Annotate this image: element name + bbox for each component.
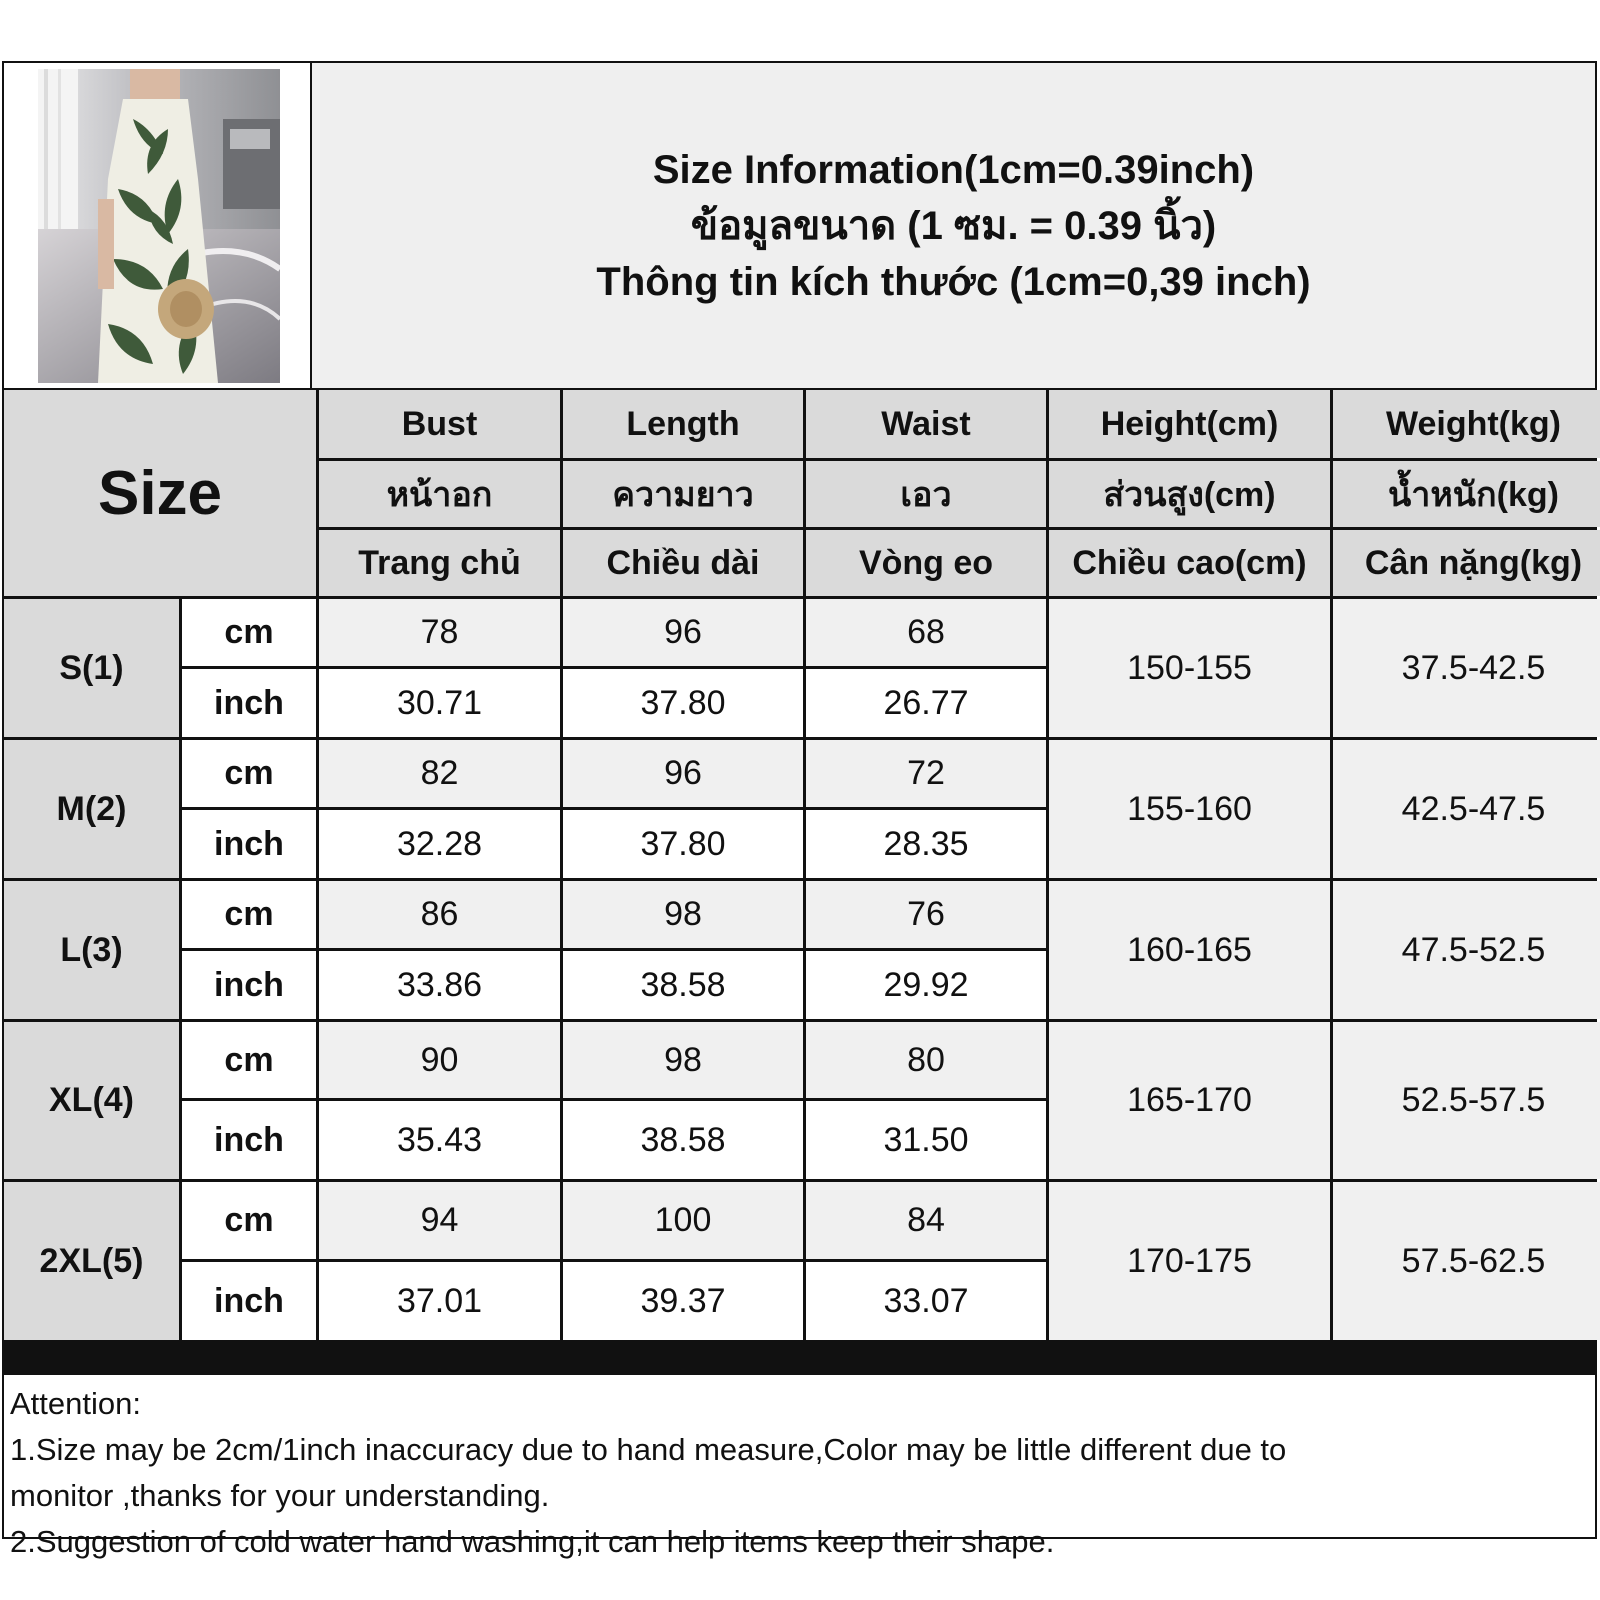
table-cell: 39.37: [563, 1262, 803, 1340]
weight-cell: 37.5-42.5: [1333, 599, 1600, 737]
table-cell: 37.80: [563, 810, 803, 878]
header-bust-en: Bust: [319, 390, 560, 458]
size-label-2xl: 2XL(5): [4, 1182, 179, 1340]
unit-label: cm: [182, 1182, 316, 1259]
table-cell: 33.86: [319, 951, 560, 1019]
unit-label: inch: [182, 1262, 316, 1340]
table-cell: 98: [563, 1022, 803, 1098]
weight-cell: 42.5-47.5: [1333, 740, 1600, 878]
table-cell: 98: [563, 881, 803, 948]
unit-label: inch: [182, 810, 316, 878]
header-weight-en: Weight(kg): [1333, 390, 1600, 458]
size-label-xl: XL(4): [4, 1022, 179, 1179]
height-cell: 155-160: [1049, 740, 1330, 878]
table-cell: 78: [319, 599, 560, 666]
note-line: 1.Size may be 2cm/1inch inaccuracy due to hand measure,Color may be little different due to: [10, 1432, 1287, 1467]
table-cell: 32.28: [319, 810, 560, 878]
size-header: Size: [4, 390, 316, 596]
unit-label: inch: [182, 669, 316, 737]
attention-notes: [4, 1373, 1595, 1559]
header-bust-th: หน้าอก: [319, 461, 560, 527]
table-cell: 68: [806, 599, 1046, 666]
table-cell: 90: [319, 1022, 560, 1098]
header-waist-vi: Vòng eo: [806, 530, 1046, 596]
notes-heading: Attention:: [10, 1386, 141, 1421]
header-bust-vi: Trang chủ: [319, 530, 560, 596]
table-cell: 94: [319, 1182, 560, 1259]
table-cell: 26.77: [806, 669, 1046, 737]
unit-label: inch: [182, 951, 316, 1019]
table-cell: 29.92: [806, 951, 1046, 1019]
table-cell: 28.35: [806, 810, 1046, 878]
height-cell: 150-155: [1049, 599, 1330, 737]
table-cell: 30.71: [319, 669, 560, 737]
size-table: [4, 388, 1595, 1373]
table-cell: 37.01: [319, 1262, 560, 1340]
title-line-en: Size Information(1cm=0.39inch): [652, 147, 1255, 192]
header-weight-th: น้ำหนัก(kg): [1333, 461, 1600, 527]
header-waist-th: เอว: [806, 461, 1046, 527]
unit-label: cm: [182, 740, 316, 807]
table-cell: 96: [563, 740, 803, 807]
table-cell: 35.43: [319, 1101, 560, 1179]
note-line: 2.Suggestion of cold water hand washing,it can help items keep their shape.: [10, 1524, 1055, 1559]
header-waist-en: Waist: [806, 390, 1046, 458]
header-length-en: Length: [563, 390, 803, 458]
table-cell: 82: [319, 740, 560, 807]
height-cell: 170-175: [1049, 1182, 1330, 1340]
table-cell: 38.58: [563, 1101, 803, 1179]
table-cell: 84: [806, 1182, 1046, 1259]
product-photo-cell: [4, 63, 312, 388]
unit-label: cm: [182, 881, 316, 948]
table-cell: 86: [319, 881, 560, 948]
size-label-m: M(2): [4, 740, 179, 878]
header-length-th: ความยาว: [563, 461, 803, 527]
table-cell: 96: [563, 599, 803, 666]
product-photo: [38, 69, 280, 383]
size-label-s: S(1): [4, 599, 179, 737]
weight-cell: 57.5-62.5: [1333, 1182, 1600, 1340]
table-cell: 33.07: [806, 1262, 1046, 1340]
height-cell: 165-170: [1049, 1022, 1330, 1179]
unit-label: cm: [182, 1022, 316, 1098]
table-cell: 38.58: [563, 951, 803, 1019]
size-label-l: L(3): [4, 881, 179, 1019]
header-height-th: ส่วนสูง(cm): [1049, 461, 1330, 527]
chart-title: [312, 63, 1595, 388]
note-line: monitor ,thanks for your understanding.: [10, 1478, 550, 1513]
weight-cell: 47.5-52.5: [1333, 881, 1600, 1019]
title-line-vi: Thông tin kích thước (1cm=0,39 inch): [596, 259, 1311, 304]
header-height-vi: Chiều cao(cm): [1049, 530, 1330, 596]
table-cell: 100: [563, 1182, 803, 1259]
table-cell: 72: [806, 740, 1046, 807]
table-cell: 31.50: [806, 1101, 1046, 1179]
table-cell: 37.80: [563, 669, 803, 737]
height-cell: 160-165: [1049, 881, 1330, 1019]
size-chart: [2, 61, 1597, 1559]
weight-cell: 52.5-57.5: [1333, 1022, 1600, 1179]
table-cell: 76: [806, 881, 1046, 948]
header-length-vi: Chiều dài: [563, 530, 803, 596]
table-cell: 80: [806, 1022, 1046, 1098]
title-line-th: ข้อมูลขนาด (1 ซม. = 0.39 นิ้ว): [690, 203, 1217, 248]
header-height-en: Height(cm): [1049, 390, 1330, 458]
unit-label: inch: [182, 1101, 316, 1179]
unit-label: cm: [182, 599, 316, 666]
header-weight-vi: Cân nặng(kg): [1333, 530, 1600, 596]
